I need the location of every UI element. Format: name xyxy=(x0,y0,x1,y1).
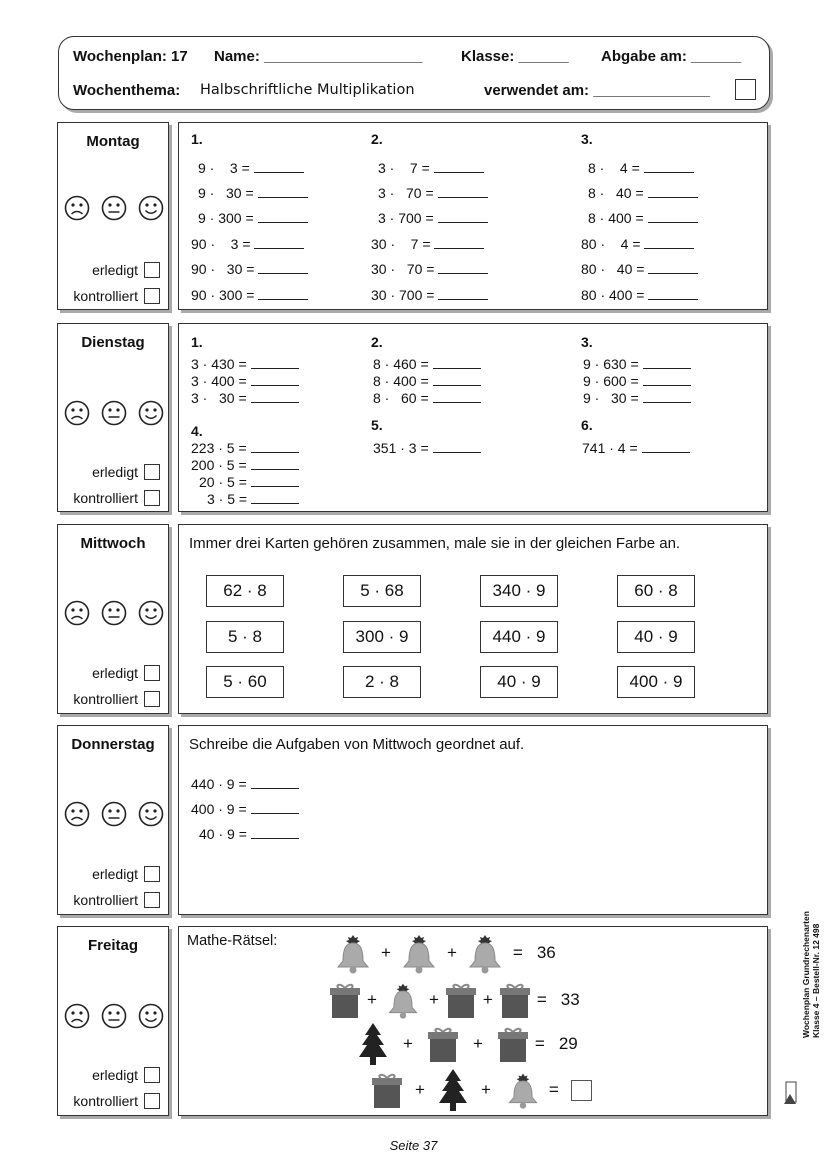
answer-blank[interactable] xyxy=(433,373,481,386)
answer-blank[interactable] xyxy=(434,236,484,249)
task-number: 3. xyxy=(581,334,593,350)
plus-sign: + xyxy=(482,990,493,1009)
day-label: Dienstag xyxy=(81,334,145,351)
equation: 30 · 7 = xyxy=(371,236,484,252)
equation: 40 · 9 = xyxy=(199,826,299,842)
equation: 90 · 300 = xyxy=(191,287,308,303)
task-number: 4. xyxy=(191,423,203,439)
sad-face-icon[interactable] xyxy=(64,600,90,626)
card[interactable]: 440 · 9 xyxy=(480,621,558,653)
bell-icon xyxy=(397,931,441,975)
day-label: Donnerstag xyxy=(71,736,155,753)
day-label: Mittwoch xyxy=(80,535,146,552)
equation: 80 · 400 = xyxy=(581,287,698,303)
answer-blank[interactable] xyxy=(642,440,690,453)
equation: 9 · 3 = xyxy=(198,160,304,176)
answer-blank[interactable] xyxy=(438,185,488,198)
equation: 351 · 3 = xyxy=(373,440,481,456)
equation: 30 · 700 = xyxy=(371,287,488,303)
checkbox[interactable] xyxy=(144,665,160,681)
smiley-row xyxy=(64,400,164,426)
happy-face-icon[interactable] xyxy=(138,195,164,221)
montag-side xyxy=(57,122,169,310)
neutral-face-icon[interactable] xyxy=(101,801,127,827)
verwendet-label[interactable]: verwendet am: ______________ xyxy=(484,82,710,99)
mittwoch-tasks xyxy=(178,524,768,714)
card[interactable]: 400 · 9 xyxy=(617,666,695,698)
gift-icon xyxy=(497,1025,529,1063)
answer-blank[interactable] xyxy=(648,261,698,274)
equation: 3 · 700 = xyxy=(378,210,488,226)
kontrolliert-check[interactable]: kontrolliert xyxy=(73,288,160,304)
gift-icon xyxy=(427,1025,459,1063)
equation: 30 · 70 = xyxy=(371,261,488,277)
checkbox[interactable] xyxy=(144,1067,160,1083)
answer-blank[interactable] xyxy=(251,776,299,789)
checkbox[interactable] xyxy=(144,866,160,882)
equation: 3 · 5 = xyxy=(207,491,299,507)
bell-icon xyxy=(463,931,507,975)
neutral-face-icon[interactable] xyxy=(101,1003,127,1029)
klasse-label[interactable]: Klasse: ______ xyxy=(461,48,569,65)
gift-icon xyxy=(445,981,477,1019)
plus-sign: + xyxy=(472,1034,483,1053)
erledigt-check[interactable]: erledigt xyxy=(92,464,160,480)
answer-blank[interactable] xyxy=(254,160,304,173)
equation: 90 · 30 = xyxy=(191,261,308,277)
equation: 3 · 400 = xyxy=(191,373,299,389)
answer-blank[interactable] xyxy=(433,390,481,403)
equals-sign: = xyxy=(536,990,547,1009)
answer-blank[interactable] xyxy=(251,440,299,453)
answer-blank[interactable] xyxy=(643,373,691,386)
neutral-face-icon[interactable] xyxy=(101,400,127,426)
erledigt-check[interactable]: erledigt xyxy=(92,665,160,681)
page-number: Seite 37 xyxy=(389,1138,438,1153)
task-number: 2. xyxy=(371,334,383,350)
montag-tasks xyxy=(178,122,768,310)
card[interactable]: 340 · 9 xyxy=(480,575,558,607)
puzzle-result: 29 xyxy=(558,1034,578,1053)
equation: 9 · 30 = xyxy=(583,390,691,406)
thema-label: Wochenthema: xyxy=(73,82,181,99)
card[interactable]: 40 · 9 xyxy=(617,621,695,653)
header-checkbox[interactable] xyxy=(735,79,756,100)
checkbox[interactable] xyxy=(144,691,160,707)
tree-icon xyxy=(437,1067,469,1113)
bell-icon xyxy=(383,979,423,1021)
gift-icon xyxy=(499,981,531,1019)
donnerstag-tasks xyxy=(178,725,768,915)
equation: 80 · 40 = xyxy=(581,261,698,277)
happy-face-icon[interactable] xyxy=(138,1003,164,1029)
sad-face-icon[interactable] xyxy=(64,801,90,827)
smiley-row xyxy=(64,801,164,827)
answer-blank[interactable] xyxy=(258,185,308,198)
equation: 9 · 30 = xyxy=(198,185,308,201)
checkbox[interactable] xyxy=(144,892,160,908)
equals-sign: = xyxy=(534,1034,545,1053)
equation: 741 · 4 = xyxy=(582,440,690,456)
answer-blank[interactable] xyxy=(644,236,694,249)
plus-sign: + xyxy=(480,1080,491,1099)
equation: 90 · 3 = xyxy=(191,236,304,252)
card[interactable]: 5 · 60 xyxy=(206,666,284,698)
erledigt-check[interactable]: erledigt xyxy=(92,1067,160,1083)
checkbox[interactable] xyxy=(144,262,160,278)
puzzle-row xyxy=(357,1021,578,1067)
card[interactable]: 40 · 9 xyxy=(480,666,558,698)
answer-blank[interactable] xyxy=(251,457,299,470)
thema-value: Halbschriftliche Multiplikation xyxy=(200,82,415,98)
gift-icon xyxy=(329,981,361,1019)
card[interactable]: 5 · 8 xyxy=(206,621,284,653)
day-label: Montag xyxy=(86,133,140,150)
card[interactable]: 62 · 8 xyxy=(206,575,284,607)
kontrolliert-check[interactable]: kontrolliert xyxy=(73,490,160,506)
abgabe-label[interactable]: Abgabe am: ______ xyxy=(601,48,742,65)
kontrolliert-check[interactable]: kontrolliert xyxy=(73,1093,160,1109)
puzzle-result: 33 xyxy=(560,990,580,1009)
smiley-row xyxy=(64,195,164,221)
task-number: 1. xyxy=(191,334,203,350)
answer-blank[interactable] xyxy=(251,801,299,814)
mittwoch-side xyxy=(57,524,169,714)
sad-face-icon[interactable] xyxy=(64,195,90,221)
card[interactable]: 5 · 68 xyxy=(343,575,421,607)
plus-sign: + xyxy=(403,1034,413,1053)
header-box xyxy=(58,36,770,110)
plus-sign: + xyxy=(446,943,457,962)
wochenplan-label: Wochenplan: 17 xyxy=(73,48,188,65)
erledigt-check[interactable]: erledigt xyxy=(92,262,160,278)
freitag-tasks xyxy=(178,926,768,1116)
puzzle-row xyxy=(329,979,580,1021)
answer-blank[interactable] xyxy=(258,261,308,274)
equation: 3 · 70 = xyxy=(378,185,488,201)
smiley-row xyxy=(64,600,164,626)
answer-blank[interactable] xyxy=(434,160,484,173)
equation: 20 · 5 = xyxy=(199,474,299,490)
equation: 9 · 630 = xyxy=(583,356,691,372)
answer-blank[interactable] xyxy=(251,474,299,487)
answer-blank[interactable] xyxy=(251,491,299,504)
puzzle-row xyxy=(331,931,556,975)
answer-blank[interactable] xyxy=(258,287,308,300)
happy-face-icon[interactable] xyxy=(138,400,164,426)
answer-blank[interactable] xyxy=(251,390,299,403)
equation: 3 · 7 = xyxy=(378,160,484,176)
task-number: 1. xyxy=(191,131,203,147)
answer-blank[interactable] xyxy=(433,440,481,453)
answer-blank[interactable] xyxy=(438,287,488,300)
instruction: Schreibe die Aufgaben von Mittwoch geordnet auf. xyxy=(189,736,525,753)
sad-face-icon[interactable] xyxy=(64,1003,90,1029)
answer-blank[interactable] xyxy=(438,210,488,223)
equation: 223 · 5 = xyxy=(191,440,299,456)
erledigt-check[interactable]: erledigt xyxy=(92,866,160,882)
neutral-face-icon[interactable] xyxy=(101,195,127,221)
task-number: 6. xyxy=(581,417,593,433)
sad-face-icon[interactable] xyxy=(64,400,90,426)
equals-sign: = xyxy=(548,1080,559,1099)
answer-blank[interactable] xyxy=(258,210,308,223)
plus-sign: + xyxy=(381,943,391,962)
card[interactable]: 60 · 8 xyxy=(617,575,695,607)
answer-blank[interactable] xyxy=(648,210,698,223)
answer-blank[interactable] xyxy=(643,390,691,403)
bell-icon xyxy=(331,931,375,975)
equation: 8 · 60 = xyxy=(373,390,481,406)
equation: 440 · 9 = xyxy=(191,776,299,792)
freitag-side xyxy=(57,926,169,1116)
equation: 8 · 400 = xyxy=(373,373,481,389)
equation: 9 · 600 = xyxy=(583,373,691,389)
neutral-face-icon[interactable] xyxy=(101,600,127,626)
answer-blank[interactable] xyxy=(251,373,299,386)
plus-sign: + xyxy=(415,1080,425,1099)
answer-blank[interactable] xyxy=(251,356,299,369)
happy-face-icon[interactable] xyxy=(138,600,164,626)
kontrolliert-check[interactable]: kontrolliert xyxy=(73,892,160,908)
card[interactable]: 2 · 8 xyxy=(343,666,421,698)
checkbox[interactable] xyxy=(144,1093,160,1109)
task-number: 2. xyxy=(371,131,383,147)
checkbox[interactable] xyxy=(144,288,160,304)
plus-sign: + xyxy=(367,990,377,1009)
kontrolliert-check[interactable]: kontrolliert xyxy=(73,691,160,707)
equation: 8 · 40 = xyxy=(588,185,698,201)
equation: 400 · 9 = xyxy=(191,801,299,817)
publisher-logo-icon xyxy=(782,1080,798,1106)
checkbox[interactable] xyxy=(144,490,160,506)
answer-blank[interactable] xyxy=(254,236,304,249)
puzzle-result: 36 xyxy=(536,943,556,962)
answer-blank[interactable] xyxy=(433,356,481,369)
instruction: Immer drei Karten gehören zusammen, male sie in der gleichen Farbe an. xyxy=(189,535,681,552)
gift-icon xyxy=(371,1071,403,1109)
equals-sign: = xyxy=(512,943,523,962)
equation: 200 · 5 = xyxy=(191,457,299,473)
dienstag-tasks xyxy=(178,323,768,512)
equation: 9 · 300 = xyxy=(198,210,308,226)
equation: 8 · 4 = xyxy=(588,160,694,176)
donnerstag-side xyxy=(57,725,169,915)
answer-blank[interactable] xyxy=(648,287,698,300)
bell-icon xyxy=(503,1068,543,1112)
side-publisher-text: Wochenplan Grundrechenarten Klasse 4 – Bestell-Nr. 12 498 xyxy=(801,911,821,1038)
plus-sign: + xyxy=(428,990,439,1009)
answer-blank[interactable] xyxy=(644,160,694,173)
answer-blank[interactable] xyxy=(438,261,488,274)
equation: 3 · 30 = xyxy=(191,390,299,406)
dienstag-side xyxy=(57,323,169,512)
checkbox[interactable] xyxy=(144,464,160,480)
answer-blank[interactable] xyxy=(643,356,691,369)
task-number: 3. xyxy=(581,131,593,147)
puzzle-title: Mathe-Rätsel: xyxy=(187,933,278,949)
day-label: Freitag xyxy=(87,937,138,954)
answer-blank[interactable] xyxy=(251,826,299,839)
equation: 8 · 460 = xyxy=(373,356,481,372)
answer-box[interactable] xyxy=(571,1080,592,1101)
equation: 3 · 430 = xyxy=(191,356,299,372)
equation: 8 · 400 = xyxy=(588,210,698,226)
equation: 80 · 4 = xyxy=(581,236,694,252)
task-number: 5. xyxy=(371,417,383,433)
card[interactable]: 300 · 9 xyxy=(343,621,421,653)
name-label[interactable]: Name: ___________________ xyxy=(214,48,423,65)
puzzle-row xyxy=(371,1067,592,1113)
happy-face-icon[interactable] xyxy=(138,801,164,827)
tree-icon xyxy=(357,1021,389,1067)
smiley-row xyxy=(64,1003,164,1029)
answer-blank[interactable] xyxy=(648,185,698,198)
